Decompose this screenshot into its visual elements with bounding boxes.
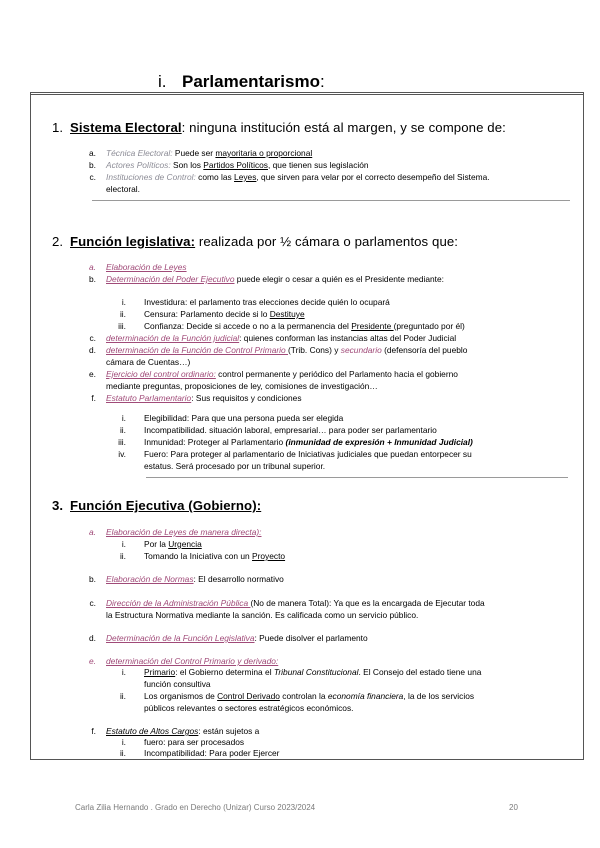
section-3-number: 3. bbox=[52, 498, 64, 513]
item-underlined: Partidos Políticos bbox=[203, 160, 268, 170]
list-marker: b. bbox=[89, 574, 96, 584]
section-2-title: Función legislativa: bbox=[70, 234, 196, 249]
title-text: Parlamentarismo bbox=[182, 72, 320, 91]
list-marker: a. bbox=[89, 148, 96, 158]
item-text: : El desarrollo normativo bbox=[193, 574, 284, 584]
item-text: controlan la bbox=[279, 691, 328, 701]
item-text: Por la bbox=[144, 539, 169, 549]
item-label: Elaboración de Leyes de manera directa): bbox=[106, 527, 262, 537]
s3-e-sub-ii-cont: públicos relevantes o sectores estratégicos económicos. bbox=[144, 703, 354, 713]
s3-item-c-cont: la Estructura Normativa mediante la sanción. Es calificada como un servicio público. bbox=[106, 610, 419, 620]
item-text: (Trib. Cons) y bbox=[288, 345, 341, 355]
page-number: 20 bbox=[509, 803, 518, 812]
item-underlined: Presidente bbox=[351, 321, 394, 331]
item-label: Elaboración de Leyes bbox=[106, 262, 187, 272]
item-italic: Tribunal Constitucional bbox=[273, 667, 359, 677]
item-text: Fuero: Para proteger al parlamentario de Iniciativas judiciales que puedan entorpecer su bbox=[144, 449, 472, 459]
divider-line bbox=[146, 477, 568, 478]
item-text: (No de manera Total): Ya que es la encargada de Ejecutar toda bbox=[250, 598, 485, 608]
page-title bbox=[158, 72, 325, 92]
list-marker: iv. bbox=[118, 449, 126, 459]
list-marker: c. bbox=[89, 172, 96, 182]
section-3-heading bbox=[52, 498, 261, 513]
list-marker: b. bbox=[89, 160, 96, 170]
item-text: Confianza: Decide si accede o no a la permanencia del bbox=[144, 321, 352, 331]
list-marker: e. bbox=[89, 656, 96, 666]
item-underlined: mayoritaria o proporcional bbox=[215, 148, 313, 158]
list-marker: a. bbox=[89, 262, 96, 272]
list-marker: b. bbox=[89, 274, 96, 284]
item-underlined: Control Derivado bbox=[217, 691, 280, 701]
section-1-intro: : ninguna institución está al margen, y se compone de: bbox=[181, 120, 506, 135]
section-1-heading bbox=[52, 120, 506, 135]
item-text: Los organismos de bbox=[144, 691, 218, 701]
s2-f-sub-iv-cont: estatus. Será procesado por un tribunal superior. bbox=[144, 461, 326, 471]
item-text: : Puede disolver el parlamento bbox=[254, 633, 368, 643]
footer-text: Carla Zilia Hernando . Grado en Derecho (Unizar) Curso 2023/2024 bbox=[75, 803, 316, 812]
list-marker: ii. bbox=[119, 748, 126, 758]
item-text: (defensoría del pueblo bbox=[381, 345, 468, 355]
list-marker: i. bbox=[121, 297, 126, 307]
s2-item-e-cont: mediante preguntas, proposiciones de ley, comisiones de investigación… bbox=[106, 381, 378, 391]
item-label: determinación del Control Primario y derivado: bbox=[106, 656, 279, 666]
item-text: fuero: para ser procesados bbox=[144, 737, 245, 747]
list-marker: a. bbox=[89, 527, 96, 537]
section-2-heading bbox=[52, 234, 458, 249]
item-text: Tomando la Iniciativa con un bbox=[144, 551, 253, 561]
list-marker: ii. bbox=[119, 551, 126, 561]
section-1-title: Sistema Electoral bbox=[70, 120, 182, 135]
item-underlined: Urgencia bbox=[168, 539, 202, 549]
item-text: Incompatibilidad: Para poder Ejercer bbox=[144, 748, 280, 758]
item-label: secundario bbox=[340, 345, 382, 355]
s3-e-sub-i-cont: función consultiva bbox=[144, 679, 211, 689]
list-marker: i. bbox=[121, 667, 126, 677]
list-marker: ii. bbox=[119, 425, 126, 435]
item-text: Investidura: el parlamento tras elecciones decide quién lo ocupará bbox=[144, 297, 390, 307]
item-italic: economía financiera bbox=[327, 691, 404, 701]
s2-item-d-cont: cámara de Cuentas…) bbox=[106, 357, 191, 367]
list-marker: c. bbox=[89, 598, 96, 608]
section-2-intro: realizada por ½ cámara o parlamentos que: bbox=[195, 234, 459, 249]
section-2-number: 2. bbox=[52, 234, 64, 249]
item-label: Determinación del Poder Ejecutivo bbox=[106, 274, 235, 284]
item-label: Estatuto Parlamentario bbox=[106, 393, 192, 403]
item-text: : el Gobierno determina el bbox=[175, 667, 274, 677]
item-italic: (inmunidad de expresión + Inmunidad Judicial) bbox=[285, 437, 473, 447]
item-text: Elegibilidad: Para que una persona pueda ser elegida bbox=[144, 413, 344, 423]
item-text: Son los bbox=[170, 160, 204, 170]
item-label: determinación de la Función de Control Primario bbox=[106, 345, 289, 355]
item-text: : quienes conforman las instancias altas del Poder Judicial bbox=[239, 333, 457, 343]
item-label: Determinación de la Función Legislativa bbox=[106, 633, 255, 643]
list-marker: c. bbox=[89, 333, 96, 343]
item-underlined: Primario bbox=[144, 667, 176, 677]
item-text: , que sirven para velar por el correcto desempeño del Sistema. bbox=[256, 172, 490, 182]
item-underlined: Proyecto bbox=[252, 551, 286, 561]
title-colon: : bbox=[319, 72, 325, 91]
section-3-title: Función Ejecutiva (Gobierno): bbox=[70, 498, 262, 513]
list-marker: ii. bbox=[119, 309, 126, 319]
item-text: Censura: Parlamento decide si lo bbox=[144, 309, 270, 319]
section-1-number: 1. bbox=[52, 120, 64, 135]
item-label: Instituciones de Control: bbox=[106, 172, 196, 182]
item-text: puede elegir o cesar a quién es el Presidente mediante: bbox=[234, 274, 444, 284]
list-marker: i. bbox=[121, 737, 126, 747]
s1-item-c-cont: electoral. bbox=[106, 184, 140, 194]
list-marker: iii. bbox=[118, 437, 126, 447]
list-marker: e. bbox=[89, 369, 96, 379]
frame-double-line bbox=[31, 94, 583, 95]
item-label: Técnica Electoral: bbox=[106, 148, 173, 158]
item-text: . El Consejo del estado tiene una bbox=[358, 667, 482, 677]
item-label: Elaboración de Normas bbox=[106, 574, 194, 584]
list-marker: i. bbox=[121, 539, 126, 549]
item-text: Inmunidad: Proteger al Parlamentario bbox=[144, 437, 286, 447]
item-text: : Sus requisitos y condiciones bbox=[191, 393, 302, 403]
item-label: Ejercicio del control ordinario: bbox=[106, 369, 216, 379]
divider-line bbox=[92, 200, 570, 201]
item-label: Actores Políticos: bbox=[106, 160, 171, 170]
list-marker: d. bbox=[89, 633, 96, 643]
item-underlined: Destituye bbox=[269, 309, 305, 319]
title-numeral: i. bbox=[158, 72, 167, 91]
item-text: como las bbox=[195, 172, 235, 182]
item-label: Dirección de la Administración Pública bbox=[106, 598, 251, 608]
item-text: (preguntado por él) bbox=[393, 321, 465, 331]
item-text: Puede ser bbox=[172, 148, 216, 158]
item-label: determinación de la Función judicial bbox=[106, 333, 240, 343]
list-marker: ii. bbox=[119, 691, 126, 701]
item-underlined: Leyes bbox=[234, 172, 257, 182]
list-marker: f. bbox=[91, 393, 96, 403]
item-text: Incompatibilidad. situación laboral, empresarial… para poder ser parlamentario bbox=[144, 425, 437, 435]
list-marker: i. bbox=[121, 413, 126, 423]
item-text: , que tienen sus legislación bbox=[268, 160, 369, 170]
list-marker: d. bbox=[89, 345, 96, 355]
item-label: Estatuto de Altos Cargos bbox=[106, 726, 199, 736]
item-text: control permanente y periódico del Parlamento hacia el gobierno bbox=[215, 369, 458, 379]
item-text: , la de los servicios bbox=[403, 691, 475, 701]
list-marker: f. bbox=[91, 726, 96, 736]
item-text: : están sujetos a bbox=[198, 726, 260, 736]
list-marker: iii. bbox=[118, 321, 126, 331]
